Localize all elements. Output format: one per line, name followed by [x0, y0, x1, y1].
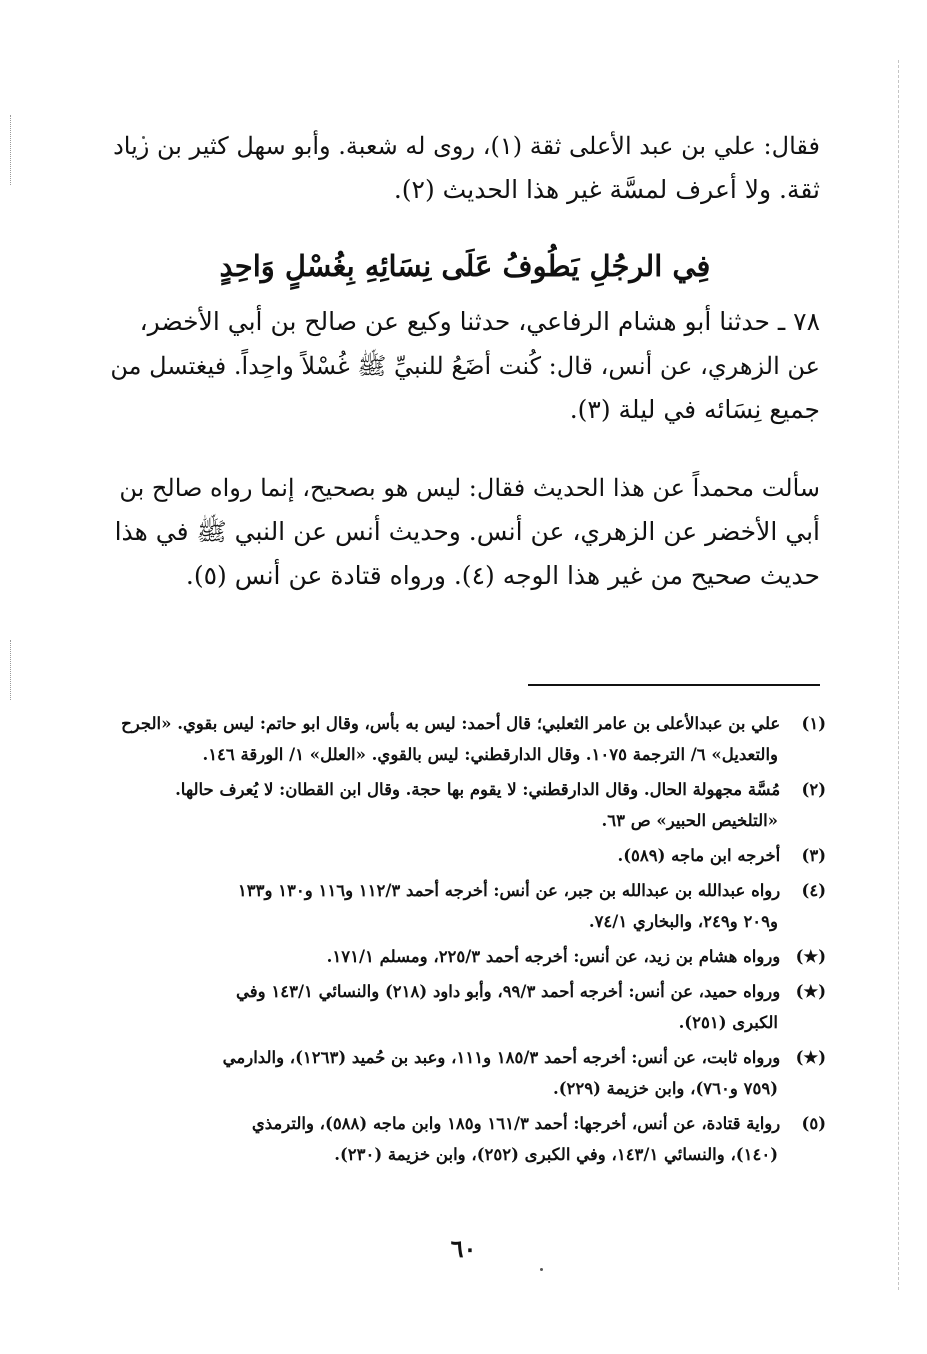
scan-edge-mark: [10, 640, 11, 700]
footnote-text: «التلخيص الحبير» ص ٦٣.: [601, 811, 778, 830]
paragraph-line: ٧٨ ـ حدثنا أبو هشام الرفاعي، حدثنا وكيع عن صالح بن أبي الأخضر،: [139, 307, 820, 336]
footnote-marker: (٢): [801, 780, 826, 799]
footnote-text: أخرجه ابن ماجه (٥٨٩).: [617, 846, 781, 865]
footnote-marker: (٤): [801, 881, 826, 900]
paragraph-line: أبي الأخضر عن الزهري، عن أنس. وحديث أنس عن النبي ﷺ في هذا: [114, 517, 820, 546]
page-number: ٦٠: [450, 1234, 477, 1263]
footnote-text: ورواه هشام بن زيد، عن أنس: أخرجه أحمد ٢٢٥/٣، ومسلم ١٧١/١.: [326, 947, 781, 966]
footnote-text: رواه عبدالله بن عبدالله بن جبر، عن أنس: أخرجه أحمد ١١٢/٣ و١١٦ و١٣٠ و١٣٣: [237, 881, 781, 900]
footnote-marker: (٥): [801, 1114, 826, 1133]
paragraph-line: جميع نِسَائه في ليلة (٣).: [569, 395, 820, 424]
footnote-marker: (★): [795, 1048, 826, 1067]
paragraph-line: فقال: علي بن عبد الأعلى ثقة (١)، روى له شعبة. وأبو سهل كثير بن زياد: [113, 132, 820, 160]
scan-edge-mark: [898, 60, 899, 1290]
footnote: [110, 976, 826, 1038]
section-heading: فِي الرجُلِ يَطُوفُ عَلَى نِسَائِهِ بِغُسْلٍ وَاحِدٍ: [219, 249, 711, 283]
paragraph-hadith-78: [110, 300, 820, 432]
paragraph-line: ثقة. ولا أعرف لمسَّة غير هذا الحديث (٢).: [393, 175, 820, 204]
paragraph-commentary: [110, 466, 820, 598]
footnote-marker: (١): [801, 714, 826, 733]
scan-edge-mark: [10, 115, 11, 185]
footnote: [110, 774, 826, 836]
footnote: [110, 708, 826, 770]
footnote-marker: (★): [795, 982, 826, 1001]
footnote: [110, 1108, 826, 1170]
footnote: [110, 941, 826, 972]
footnote-text: و٢٠٩ و٢٤٩، والبخاري ٧٤/١.: [588, 912, 778, 931]
footnote-text: مُسَّة مجهولة الحال. وقال الدارقطني: لا يقوم بها حجة. وقال ابن القطان: لا يُعرف حالها.: [175, 780, 781, 799]
paragraph-line: حديث صحيح من غير هذا الوجه (٤). ورواه قتادة عن أنس (٥).: [185, 561, 820, 590]
footnote-text: (٧٥٩ و٧٦٠)، وابن خزيمة (٢٢٩).: [552, 1079, 778, 1098]
footnote: [110, 1042, 826, 1104]
footnotes: [110, 708, 826, 1174]
footnote-text: علي بن عبدالأعلى بن عامر الثعلبي؛ قال أحمد: ليس به بأس، وقال ابو حاتم: ليس بقوي. «الجرح: [121, 714, 781, 733]
footnote-text: والتعديل» ٦/ الترجمة ١٠٧٥. وقال الدارقطني: ليس بالقوي. «العلل» ١/ الورقة ١٤٦.: [202, 745, 778, 764]
paragraph-line: عن الزهري، عن أنس، قال: كُنت أضَعُ للنبيِّ ﷺ غُسْلاً واحِداً. فيغتسل من: [110, 352, 820, 380]
footnote-separator: [528, 684, 820, 686]
footnote: [110, 840, 826, 871]
footnote-text: ورواه حميد، عن أنس: أخرجه أحمد ٩٩/٣، وأبو داود (٢١٨) والنسائي ١٤٣/١ وفي: [236, 982, 781, 1001]
footnote-marker: (★): [795, 947, 826, 966]
footnote-text: الكبرى (٢٥١).: [678, 1013, 778, 1032]
scan-speck: [540, 1268, 543, 1271]
footnote: [110, 875, 826, 937]
footnote-text: رواية قتادة، عن أنس، أخرجها: أحمد ١٦١/٣ و١٨٥ وابن ماجه (٥٨٨)، والترمذي: [251, 1114, 781, 1133]
footnote-text: (١٤٠)، والنسائي ١٤٣/١، وفي الكبرى (٢٥٢)، وابن خزيمة (٢٣٠).: [334, 1145, 778, 1164]
footnote-text: ورواه ثابت، عن أنس: أخرجه أحمد ١٨٥/٣ و١١١، وعبد بن حُميد (١٢٦٣)، والدارمي: [222, 1048, 781, 1067]
paragraph-line: سألت محمداً عن هذا الحديث فقال: ليس هو بصحيح، إنما رواه صالح بن: [119, 474, 820, 502]
paragraph-1: [110, 124, 820, 212]
footnote-marker: (٣): [801, 846, 826, 865]
